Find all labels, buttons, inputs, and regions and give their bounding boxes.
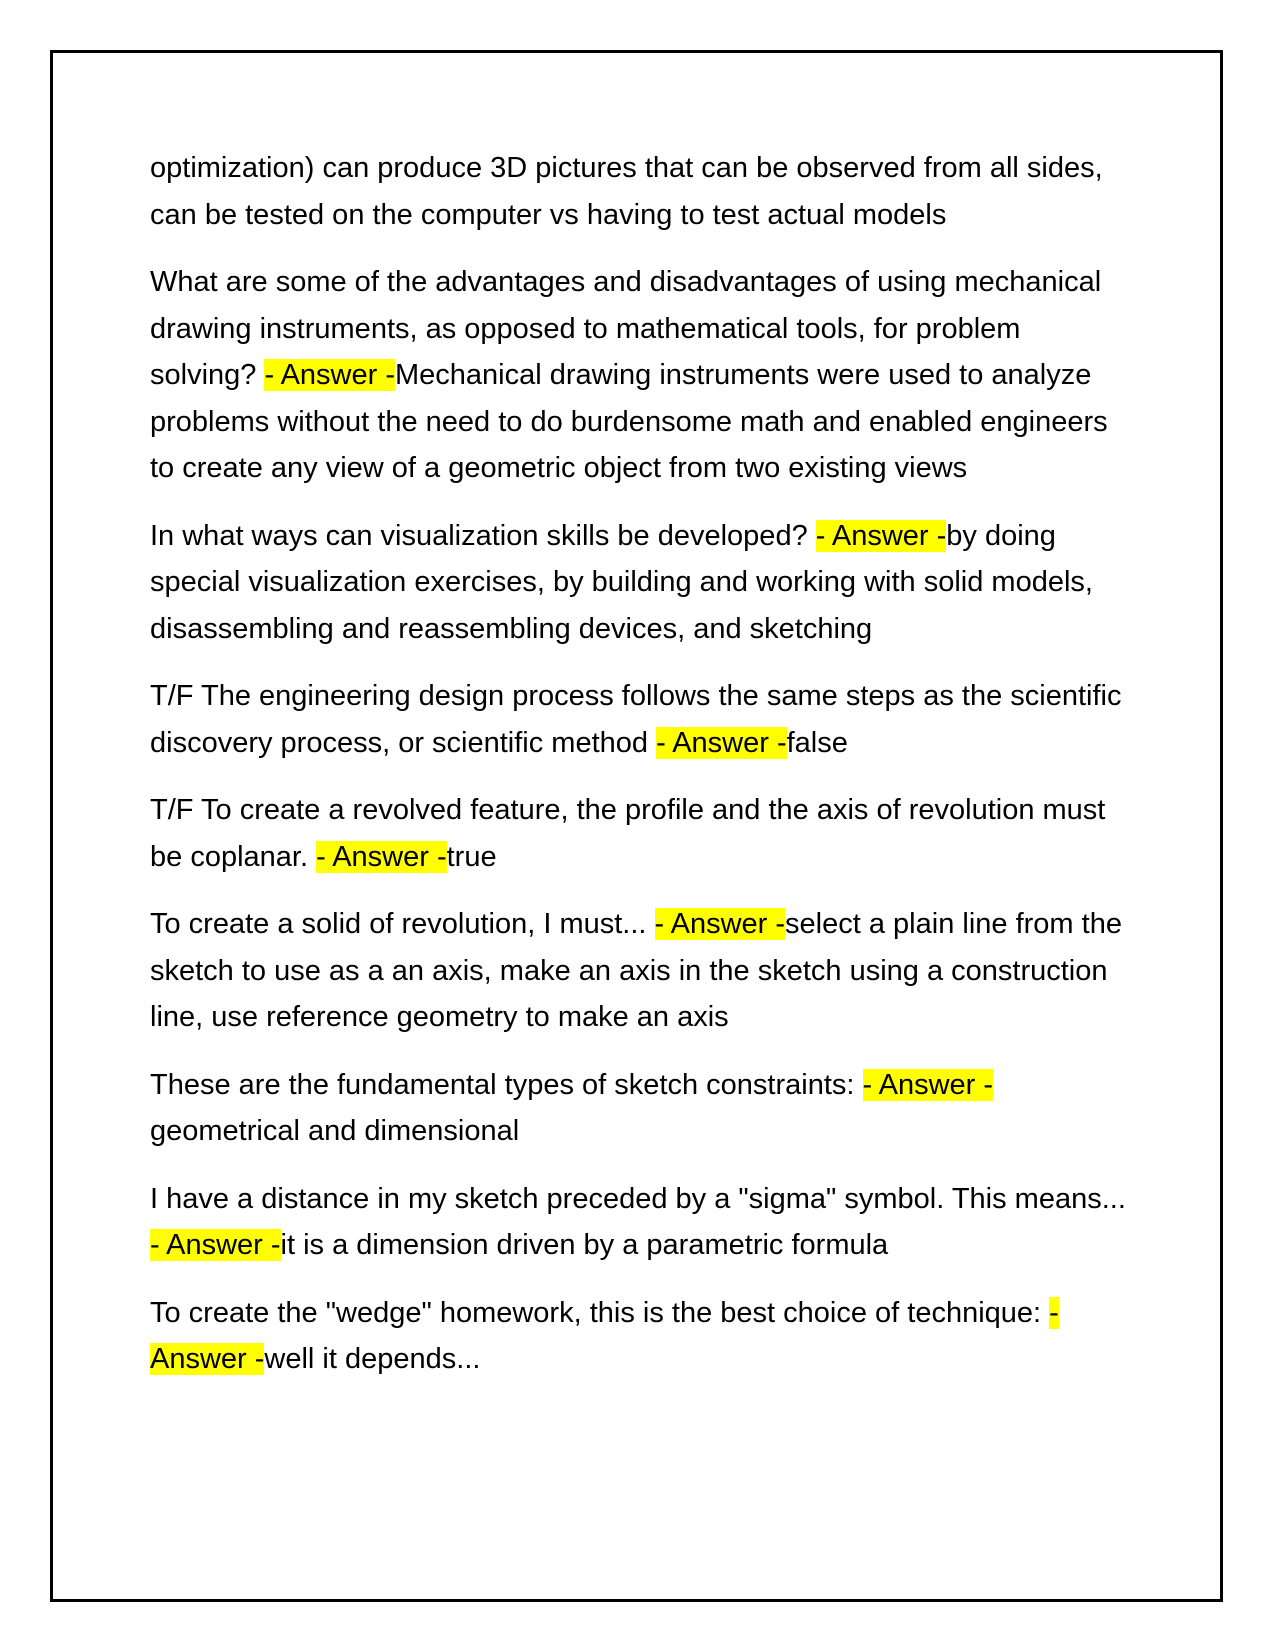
paragraph-6 — [150, 901, 1130, 1041]
answer-marker: - Answer - — [654, 908, 786, 940]
answer-marker: - Answer - — [815, 519, 947, 552]
question-text: To create a solid of revolution, I must... — [150, 908, 655, 940]
paragraph-7 — [150, 1062, 1130, 1155]
question-text: In what ways can visualization skills be developed? — [150, 519, 816, 552]
paragraph-9 — [150, 1290, 1130, 1383]
document-body — [150, 145, 1130, 1404]
answer-marker: - Answer - — [264, 359, 395, 391]
answer-text: false — [786, 726, 848, 759]
answer-text: it is a dimension driven by a parametric formula — [280, 1229, 889, 1261]
answer-marker: - Answer - — [656, 726, 787, 759]
paragraph-1 — [150, 145, 1130, 238]
answer-marker: - Answer - — [150, 1296, 1059, 1375]
paragraph-2 — [150, 259, 1130, 492]
paragraph-text: optimization) can produce 3D pictures that can be observed from all sides, can be tested on the computer vs having to test actual models — [150, 152, 1103, 231]
answer-text: geometrical and dimensional — [150, 1115, 520, 1147]
answer-marker: - Answer - — [150, 1229, 281, 1261]
answer-text: select a plain line from the sketch to use as a an axis, make an axis in the sketch using a construction line, use reference geometry to make an axis — [150, 908, 1122, 1033]
question-text: I have a distance in my sketch preceded by a "sigma" symbol. This means... — [150, 1182, 1126, 1215]
paragraph-3 — [150, 513, 1130, 653]
paragraph-8 — [150, 1176, 1130, 1269]
answer-text: true — [446, 840, 497, 873]
paragraph-5 — [150, 787, 1130, 880]
answer-text: by doing special visualization exercises, by building and working with solid models, disassembling and reassembling devices, and sketching — [150, 519, 1093, 645]
answer-text: well it depends... — [264, 1343, 481, 1375]
question-text: To create the "wedge" homework, this is the best choice of technique: — [150, 1296, 1050, 1329]
question-text: T/F The engineering design process follows the same steps as the scientific discovery process, or scientific method — [150, 680, 1122, 759]
question-text: What are some of the advantages and disadvantages of using mechanical drawing instruments, as opposed to mathematical tools, for problem solving? — [150, 266, 1102, 391]
paragraph-4 — [150, 673, 1130, 766]
question-text: T/F To create a revolved feature, the profile and the axis of revolution must be coplanar. — [150, 794, 1106, 873]
answer-marker: - Answer - — [316, 840, 447, 873]
question-text: These are the fundamental types of sketch constraints: — [150, 1068, 863, 1101]
answer-text: Mechanical drawing instruments were used to analyze problems without the need to do burdensome math and enabled engineers to create any view of a geometric object from two existing views — [150, 359, 1108, 484]
answer-marker: - Answer - — [862, 1068, 994, 1101]
